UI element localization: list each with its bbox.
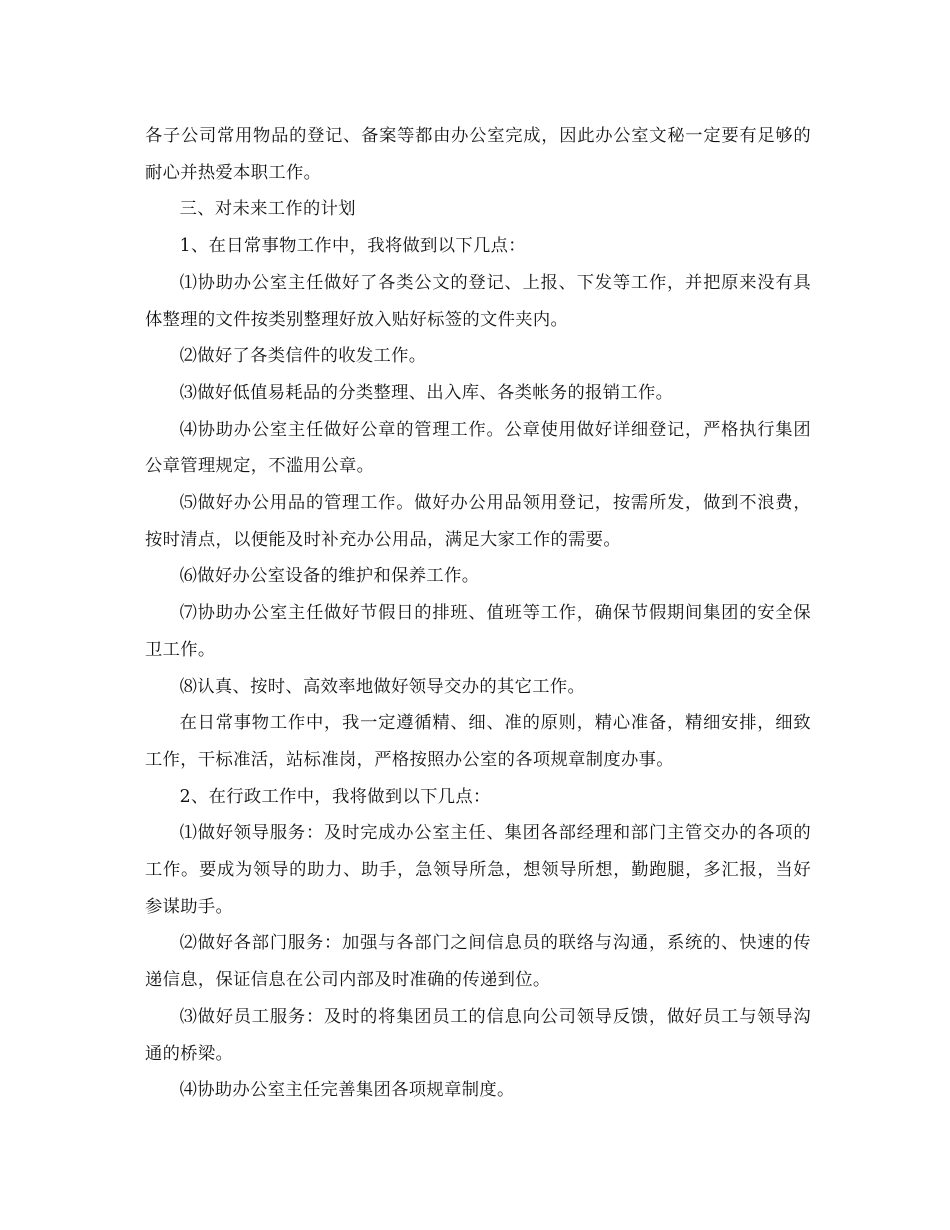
list-item-daily-8: ⑻认真、按时、高效率地做好领导交办的其它工作。 — [179, 676, 586, 697]
list-item-daily-2: ⑵做好了各类信件的收发工作。 — [179, 346, 427, 367]
paragraph-continuation: 各子公司常用物品的登记、备案等都由办公室完成，因此办公室文秘一定要有足够的耐心并热爱本职工作。 — [145, 126, 811, 183]
paragraph-daily-summary: 在日常事物工作中，我一定遵循精、细、准的原则，精心准备，精细安排，细致工作，干标准活，站标准岗，严格按照办公室的各项规章制度办事。 — [145, 713, 811, 770]
list-item-admin-4: ⑷协助办公室主任完善集团各项规章制度。 — [179, 1080, 515, 1101]
subheading-admin-work: 2、在行政工作中，我将做到以下几点： — [179, 786, 491, 807]
list-item-admin-1: ⑴做好领导服务：及时完成办公室主任、集团各部经理和部门主管交办的各项的工作。要成为领导的助力、助手，急领导所急，想领导所想，勤跑腿，多汇报，当好参谋助手。 — [145, 823, 811, 917]
list-item-admin-2: ⑵做好各部门服务：加强与各部门之间信息员的联络与沟通，系统的、快速的传递信息，保证信息在公司内部及时准确的传递到位。 — [145, 933, 811, 991]
document-body — [145, 118, 811, 1109]
list-item-admin-3: ⑶做好员工服务：及时的将集团员工的信息向公司领导反馈，做好员工与领导沟通的桥梁。 — [145, 1006, 811, 1064]
list-item-daily-1: ⑴协助办公室主任做好了各类公文的登记、上报、下发等工作，并把原来没有具体整理的文件按类别整理好放入贴好标签的文件夹内。 — [145, 272, 811, 330]
list-item-daily-6: ⑹做好办公室设备的维护和保养工作。 — [179, 566, 480, 587]
section-heading-future-plan: 三、对未来工作的计划 — [179, 199, 356, 220]
list-item-daily-7: ⑺协助办公室主任做好节假日的排班、值班等工作，确保节假期间集团的安全保卫工作。 — [145, 603, 811, 660]
subheading-daily-work: 1、在日常事物工作中，我将做到以下几点： — [179, 236, 526, 257]
list-item-daily-3: ⑶做好低值易耗品的分类整理、出入库、各类帐务的报销工作。 — [179, 382, 674, 403]
list-item-daily-5: ⑸做好办公用品的管理工作。做好办公用品领用登记，按需所发，做到不浪费，按时清点，以便能及时补充办公用品，满足大家工作的需要。 — [145, 493, 811, 550]
list-item-daily-4: ⑷协助办公室主任做好公章的管理工作。公章使用做好详细登记，严格执行集团公章管理规定，不滥用公章。 — [145, 419, 811, 477]
